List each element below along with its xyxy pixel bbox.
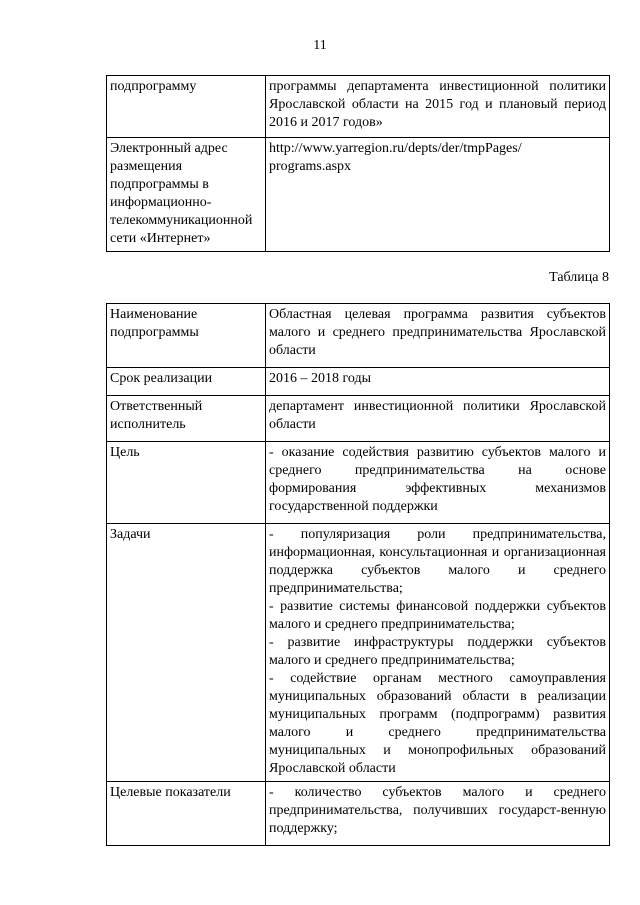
website-link[interactable]: http://www.yarregion.ru/depts/der/tmpPages/ programs.aspx xyxy=(269,141,522,174)
row-value xyxy=(266,138,610,252)
row-label: Наименование подпрограммы xyxy=(107,304,266,368)
table-row xyxy=(107,304,610,368)
row-label: Задачи xyxy=(107,524,266,782)
table-row xyxy=(107,396,610,442)
table-row xyxy=(107,782,610,846)
row-value xyxy=(266,524,610,782)
row-label: Цель xyxy=(107,442,266,524)
row-label: Электронный адрес размещения подпрограммы в информационно-телекоммуникационной сети «Интернет» xyxy=(107,138,266,252)
row-value-paragraph: Областная целевая программа развития субъектов малого и среднего предпринимательства Ярославской области xyxy=(269,307,606,358)
row-value xyxy=(266,76,610,138)
row-value-paragraph: - содействие органам местного самоуправления муниципальных образований области в реализации муниципальных программ (подпрограмм) развития малого и среднего предпринимательства муниципальных и монопрофильных образований Ярославской области xyxy=(269,671,606,776)
table-row xyxy=(107,368,610,396)
subprogram-passport-table xyxy=(106,303,610,846)
row-label: Целевые показатели xyxy=(107,782,266,846)
row-value xyxy=(266,442,610,524)
table-caption: Таблица 8 xyxy=(549,270,609,285)
table-row xyxy=(107,442,610,524)
row-value xyxy=(266,782,610,846)
row-value-paragraph: - оказание содействия развитию субъектов малого и среднего предпринимательства на основе формирования эффективных механизмов государственной поддержки xyxy=(269,445,606,514)
row-value xyxy=(266,396,610,442)
passport-table-continued xyxy=(106,75,610,252)
row-value xyxy=(266,304,610,368)
row-value-paragraph: - развитие системы финансовой поддержки субъектов малого и среднего предпринимательства; xyxy=(269,599,606,632)
table-row xyxy=(107,76,610,138)
row-value-paragraph: 2016 – 2018 годы xyxy=(269,371,372,386)
row-value-paragraph: - развитие инфраструктуры поддержки субъектов малого и среднего предпринимательства; xyxy=(269,635,606,668)
table-row xyxy=(107,524,610,782)
row-value-paragraph: программы департамента инвестиционной политики Ярославской области на 2015 год и плановый период 2016 и 2017 годов» xyxy=(269,79,606,130)
row-value-paragraph: департамент инвестиционной политики Ярославской области xyxy=(269,399,606,432)
row-label: подпрограмму xyxy=(107,76,266,138)
row-value-paragraph: - количество субъектов малого и среднего предпринимательства, получивших государст-венную поддержку; xyxy=(269,785,606,836)
row-value xyxy=(266,368,610,396)
row-label: Срок реализации xyxy=(107,368,266,396)
page-number: 11 xyxy=(313,38,327,53)
table-row xyxy=(107,138,610,252)
row-label: Ответственный исполнитель xyxy=(107,396,266,442)
row-value-paragraph: - популяризация роли предпринимательства, информационная, консультационная и организационная поддержка субъектов малого и среднего предпринимательства; xyxy=(269,527,606,596)
